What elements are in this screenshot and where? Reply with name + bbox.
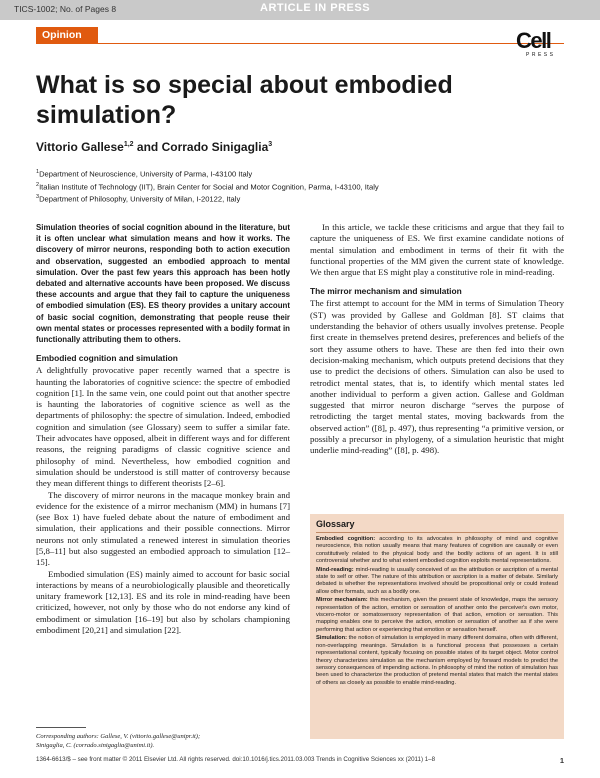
author-2-affil: 3 <box>268 141 273 148</box>
copyright-line: 1364-6613/$ – see front matter © 2011 Elsevier Ltd. All rights reserved. doi:10.1016/j.tics.2011.03.003 Trends in Cognitive Sciences xx (2011) 1–8 <box>36 756 436 763</box>
paragraph: Embodied simulation (ES) mainly aimed to account for basic social interactions by means of a neurobiologically plausible and theoretically unitary framework [12,13]. ES and its role in mind-reading have been criticized, however, not only by those who do not endorse any kind of embodiment or simulation [16–19] but also by scholars championing embodiment [20,21] and simulation [22]. <box>36 568 290 636</box>
footnote-line-2: Sinigaglia, C. (corrado.sinigaglia@unimi.it). <box>36 742 155 749</box>
glossary-box <box>310 514 564 739</box>
article-title: What is so special about embodied simulation? <box>36 71 453 129</box>
glossary-entry: Mind-reading: mind-reading is usually conceived of as the attribution or ascription of a mental state to self or other. The nature of this attribution or ascription is a matter of debate. Similarly debated is whether the representations involved should be propositional only or could instead allow other formats, such as a bodily one. <box>316 566 558 595</box>
author-2: Corrado Sinigaglia <box>161 140 269 154</box>
right-column <box>310 222 564 457</box>
author-and: and <box>136 140 159 154</box>
bottom-bar <box>36 756 564 763</box>
cell-press-logo <box>516 30 564 64</box>
glossary-entry: Mirror mechanism: this mechanism, given the present state of knowledge, maps the sensory representation of the action, emotion or sensation of another onto the perceiver's own motor, viscero-motor or somatosensory representation of that action, emotion or sensation. This mapping enables one to perceive the action, emotion or sensation of another as if she were performing that action or experiencing that emotion or sensation herself. <box>316 597 558 633</box>
paragraph: In this article, we tackle these criticisms and argue that they fail to capture the uniqueness of ES. We first examine candidate notions of mental simulation and embodiment in terms of their fit with the functional properties of the MM given the current state of knowledge. We then argue that ES might play a constitutive role in mind-reading. <box>310 222 564 278</box>
abstract: Simulation theories of social cognition abound in the literature, but it is often unclear what simulation means and how it works. The discovery of mirror neurons, responding both to action execution and observation, suggested an embodied approach to mental simulation. Over the past few years this approach has been hotly debated and alternative accounts have been proposed. We discuss these accounts and argue that they fail to capture the uniqueness of embodied simulation (ES). ES theory provides a unitary account of basic social cognition, demonstrating that people reuse their own mental states or processes represented with a bodily format in functionally attributing them to others. <box>36 223 290 345</box>
section-heading-embodied-cognition: Embodied cognition and simulation <box>36 353 178 364</box>
affiliations <box>36 167 379 205</box>
glossary-rule <box>316 532 558 533</box>
header-rule <box>36 43 564 44</box>
affiliation-1: $^1$Department of Neuroscience, University of Parma, I-43100 Italy <box>36 169 253 179</box>
affiliation-2: $^2$Italian Institute of Technology (IIT), Brain Center for Social and Motor Cognition, Parma, I-43100, Italy <box>36 181 379 192</box>
paragraph: The discovery of mirror neurons in the macaque monkey brain and evidence for the existence of a mirror mechanism (MM) in humans [7] (see Box 1) have fueled debate about the nature of embodiment and simulation, their applications and their possible connections. Mirror neurons not only stimulated a renewed interest in simulation theories [5,8–11] but also suggested an embodied approach to simulation [12–15]. <box>36 489 290 568</box>
article-in-press-banner: ARTICLE IN PRESS <box>260 2 371 14</box>
section-heading-mirror-mechanism: The mirror mechanism and simulation <box>310 286 462 297</box>
page-number: 1 <box>559 756 564 765</box>
glossary-title: Glossary <box>316 519 355 529</box>
footnote-line-1: Corresponding authors: Gallese, V. (vittorio.gallese@unipr.it); <box>36 733 201 740</box>
glossary-entry: Embodied cognition: according to its advocates in philosophy of mind and cognitive neuroscience, this notion usually means that many features of cognition are causally or even constitutively related to the physical body and the bodily actions of an agent. It is still controversial whether and to what extent embodied cognition exploits mental representations. <box>316 536 558 565</box>
journal-ref: TICS-1002; No. of Pages 8 <box>14 4 117 14</box>
top-header-bar <box>0 0 600 20</box>
glossary-entry: Simulation: the notion of simulation is employed in many different domains, often with different, non-overlapping meanings. Simulation is a functional process that possesses a certain representational content, typically focusing on possible states of its target object. Motor control theory characterizes simulation as the mechanism employed by forward models to predict the sensory consequences of impending actions. In philosophy of mind the notion of simulation has been used to characterize the production of pretend mental states that match the mental states of others as closely as possible to enable mind-reading. <box>316 635 558 686</box>
logo-wordmark: Cell <box>516 28 551 53</box>
footnote-rule <box>36 727 86 728</box>
paragraph: The first attempt to account for the MM in terms of Simulation Theory (ST) was provided by Gallese and Goldman [8]. ST claims that understanding the behavior of others usually involves pretense. People first create in themselves pretend desires, preferences and beliefs of the sort they assume others to have. These are then fed into their own decision-making mechanism, which outputs pretend decisions that they use to predict the decisions of others. Simulation can also be used to retrodict mental states, that is, to identify which mental states led another individual to perform a given action. Gallese and Goldman suggested that mirror neuron discharge “serves the purpose of retrodicting the target mental states, moving backwards from the observed action” ([8], p. 497), thus representing “a primitive version, or possibly a precursor in phylogeny, of a simulation heuristic that might underlie mind-reading” ([8], p. 498). <box>310 298 564 456</box>
paragraph: A delightfully provocative paper recently warned that a spectre is haunting the laboratories of cognitive science: the spectre of embodied cognition [1]. In the same vein, one could point out that another spectre is haunting the laboratories of cognitive science as well as the departments of philosophy: the spectre of simulation. Indeed, embodied cognition and simulation (see Glossary) seem to suffer a similar fate. Their advocates have opposed, albeit in different ways and for different reasons, the reigning paradigms of classic cognitive science and philosophy of mind. Nevertheless, how embodied cognition and simulation should be understood is still matter of controversy because they mean different things to different theorists [2–6]. <box>36 365 290 489</box>
author-1: Vittorio Gallese <box>36 140 124 154</box>
section-tab-opinion: Opinion <box>36 27 98 43</box>
logo-sub: PRESS <box>526 52 556 58</box>
affiliation-3: $^3$Department of Philosophy, University of Milan, I-20122, Italy <box>36 194 241 204</box>
author-line <box>36 140 272 154</box>
left-column <box>36 222 290 636</box>
footnote <box>36 732 200 750</box>
author-1-affil: 1,2 <box>123 141 134 148</box>
